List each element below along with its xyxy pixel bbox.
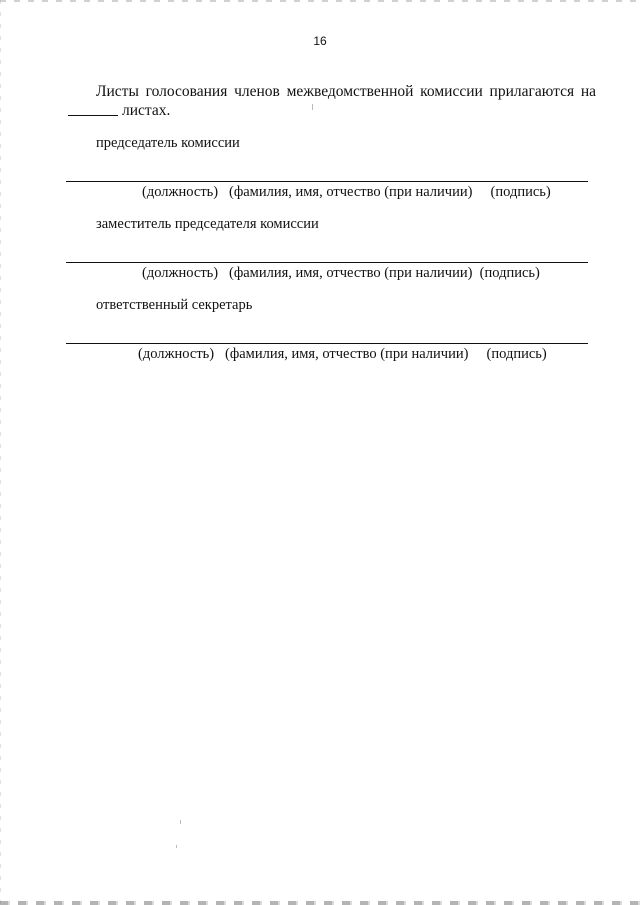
caption-sign: (подпись): [479, 265, 540, 281]
signature-line-chairman: [66, 181, 588, 182]
signature-captions-deputy-chairman: [142, 265, 540, 282]
caption-sign: (подпись): [490, 184, 551, 200]
caption-position: (должность): [142, 184, 219, 200]
caption-name: (фамилия, имя, отчество (при наличии): [228, 265, 473, 281]
page-number: 16: [313, 34, 327, 48]
scan-edge-left: [0, 0, 1, 905]
role-secretary: ответственный секретарь: [96, 297, 253, 313]
caption-name: (фамилия, имя, отчество (при наличии): [224, 346, 469, 362]
sheet-count-blank: [68, 101, 118, 116]
intro-line-1: Листы голосования членов межведомственной комиссии прилагаются на: [96, 83, 596, 100]
intro-line-2: [68, 101, 170, 120]
scan-edge-bottom: [0, 901, 640, 905]
signature-captions-secretary: [138, 346, 547, 363]
signature-line-deputy-chairman: [66, 262, 588, 263]
signature-captions-chairman: [142, 184, 551, 201]
caption-name: (фамилия, имя, отчество (при наличии): [228, 184, 473, 200]
intro-line-2-text: листах.: [122, 102, 171, 119]
caption-sign: (подпись): [486, 346, 547, 362]
role-chairman: председатель комиссии: [96, 135, 240, 151]
signature-line-secretary: [66, 343, 588, 344]
caption-position: (должность): [138, 346, 215, 362]
caption-position: (должность): [142, 265, 219, 281]
scan-speck: [176, 845, 177, 848]
scan-speck: [180, 820, 181, 824]
scan-speck: [312, 104, 313, 110]
role-deputy-chairman: заместитель председателя комиссии: [96, 216, 319, 232]
scan-edge-top: [0, 0, 640, 2]
